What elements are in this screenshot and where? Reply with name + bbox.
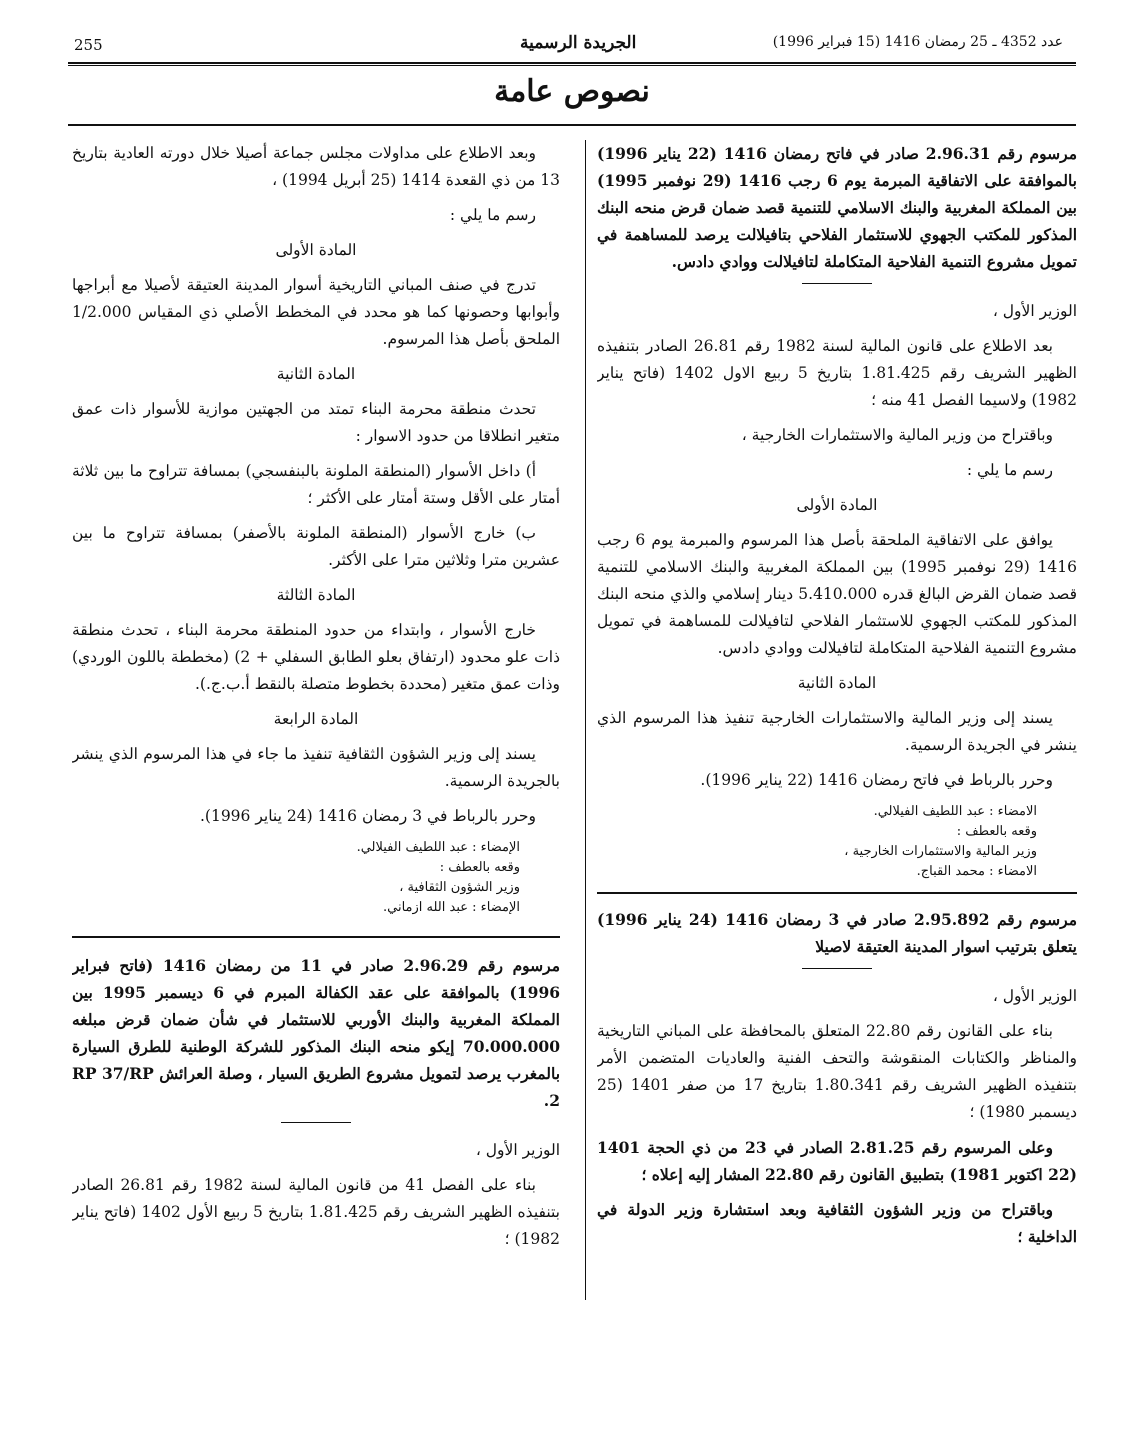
decree-1-heading: مرسوم رقم 2.96.31 صادر في فاتح رمضان 1416 (22 يناير 1996) بالموافقة على الاتفاقية المبرمة يوم 6 رجب 1416 (29 نوفمبر 1995) بين المملكة المغربية والبنك الاسلامي للتنمية قصد ضمان قرض منحه البنك المذكور للمكتب الجهوي للاستثمار الفلاحي بتافيلالت يرصد للمساهمة في تمويل مشروع التنمية الفلاحية المتكاملة لتافيلالت ووادي دادس. <box>597 144 1077 271</box>
decree-2-minister: وزير الشؤون الثقافية ، <box>399 880 520 895</box>
prime-minister-label: الوزير الأول ، <box>475 1141 560 1159</box>
decree-1-article-1: يوافق على الاتفاقية الملحقة بأصل هذا المرسوم والمبرمة يوم 6 رجب 1416 (29 نوفمبر 1995) بين المملكة المغربية والبنك الاسلامي للتنمية قصد ضمان القرض البالغ قدره 5.410.000 دينار إسلامي والذي منحه البنك المذكور للمكتب الجهوي للاستثمار الفلاحي لتافيلالت للمساهمة في تمويل مشروع التنمية الفلاحية المتكاملة لتافيلالت ووادي دادس. <box>597 531 1077 657</box>
decree-2-article-2-title: المادة الثانية <box>276 365 356 383</box>
prime-minister-label: الوزير الأول ، <box>992 302 1077 320</box>
decree-2-article-1-title: المادة الأولى <box>275 241 357 259</box>
header-rule-thin <box>68 65 1076 66</box>
decree-1-countersign: وقعه بالعطف : <box>956 824 1037 839</box>
left-column <box>72 140 560 1430</box>
decree-1-preamble-2: وباقتراح من وزير المالية والاستثمارات الخارجية ، <box>741 426 1053 444</box>
decree-2-article-2-a: أ) داخل الأسوار (المنطقة الملونة بالبنفسجي) بمسافة تتراوح ما بين ثلاثة أمتار على الأقل وستة أمتار على الأكثر ؛ <box>72 462 560 507</box>
short-divider <box>802 968 872 969</box>
decree-2-article-4-title: المادة الرابعة <box>273 710 359 728</box>
decree-1-article-2: يسند إلى وزير المالية والاستثمارات الخارجية تنفيذ هذا المرسوم الذي ينشر في الجريدة الرسمية. <box>597 709 1077 754</box>
decree-2-signature: الإمضاء : عبد اللطيف الفيلالي. <box>356 840 520 855</box>
decree-1-article-1-title: المادة الأولى <box>796 496 878 514</box>
decree-1-minister: وزير المالية والاستثمارات الخارجية ، <box>844 844 1037 859</box>
decree-2-countersign: وقعه بالعطف : <box>439 860 520 875</box>
short-divider <box>802 283 872 284</box>
issue-info: عدد 4352 ـ 25 رمضان 1416 (15 فبراير 1996) <box>772 34 1063 50</box>
decree-1-decrees: رسم ما يلي : <box>966 461 1053 479</box>
decree-2-preamble-4: وبعد الاطلاع على مداولات مجلس جماعة أصيلا خلال دورته العادية بتاريخ 13 من ذي القعدة 1414 (25 أبريل 1994) ، <box>72 144 560 189</box>
decree-1-done-at: وحرر بالرباط في فاتح رمضان 1416 (22 يناير 1996). <box>700 771 1053 789</box>
decree-1-minister-signature: الامضاء : محمد القباج. <box>916 864 1037 879</box>
decree-2-article-2-b: ب) خارج الأسوار (المنطقة الملونة بالأصفر) بمسافة تتراوح ما بين عشرين مترا وثلاثين مترا على الأكثر. <box>72 524 560 569</box>
decree-2-decrees: رسم ما يلي : <box>449 206 536 224</box>
decree-1-preamble-1: بعد الاطلاع على قانون المالية لسنة 1982 رقم 26.81 الصادر بتنفيذه الظهير الشريف رقم 1.81.425 بتاريخ 5 ربيع الاول 1402 (فاتح يناير 1982) ولاسيما الفصل 41 منه ؛ <box>597 337 1077 409</box>
title-rule <box>68 124 1076 126</box>
column-divider <box>585 140 586 1300</box>
header-rule <box>68 62 1076 64</box>
decree-2-article-1: تدرج في صنف المباني التاريخية أسوار المدينة العتيقة لأصيلا مع أبراجها وأبوابها وحصونها كما هو محدد في المخطط الأصلي ذي المقياس 1/2.000 الملحق بأصل هذا المرسوم. <box>72 276 560 348</box>
decree-separator <box>597 892 1077 894</box>
decree-separator <box>72 936 560 938</box>
prime-minister-label: الوزير الأول ، <box>992 987 1077 1005</box>
decree-2-done-at: وحرر بالرباط في 3 رمضان 1416 (24 يناير 1996). <box>199 807 536 825</box>
short-divider <box>281 1122 351 1123</box>
decree-2-preamble-3: وباقتراح من وزير الشؤون الثقافية وبعد استشارة وزير الدولة في الداخلية ؛ <box>597 1200 1077 1246</box>
decree-1-signature: الامضاء : عبد اللطيف الفيلالي. <box>873 804 1037 819</box>
newspaper-name: الجريدة الرسمية <box>520 33 637 53</box>
page-number: 255 <box>74 36 103 54</box>
decree-3-preamble-1: بناء على الفصل 41 من قانون المالية لسنة 1982 رقم 26.81 الصادر بتنفيذه الظهير الشريف رقم 1.81.425 بتاريخ 5 ربيع الأول 1402 (فاتح يناير 1982) ؛ <box>72 1176 560 1248</box>
decree-2-article-4: يسند إلى وزير الشؤون الثقافية تنفيذ ما جاء في هذا المرسوم الذي ينشر بالجريدة الرسمية. <box>72 745 560 790</box>
decree-2-heading: مرسوم رقم 2.95.892 صادر في 3 رمضان 1416 (24 يناير 1996) يتعلق بترتيب اسوار المدينة العتيقة لاصيلا <box>597 910 1077 956</box>
decree-2-article-3-title: المادة الثالثة <box>276 586 356 604</box>
section-title: نصوص عامة <box>494 74 650 109</box>
decree-2-preamble-1: بناء على القانون رقم 22.80 المتعلق بالمحافظة على المباني التاريخية والمناظر والكتابات المنقوشة والتحف الفنية والعاديات المتضمن الأمر بتنفيذه الظهير الشريف رقم 1.80.341 بتاريخ 17 من صفر 1401 (25 ديسمبر 1980) ؛ <box>597 1022 1077 1121</box>
decree-1-article-2-title: المادة الثانية <box>797 674 877 692</box>
decree-2-minister-signature: الإمضاء : عبد الله ازماني. <box>383 900 520 915</box>
decree-3-heading: مرسوم رقم 2.96.29 صادر في 11 من رمضان 1416 (فاتح فبراير 1996) بالموافقة على عقد الكفالة المبرم في 6 ديسمبر 1995 بين المملكة المغربية والبنك الأوربي للاستثمار في شأن ضمان قرض مبلغه 70.000.000 إيكو منحه البنك المذكور للشركة الوطنية للطرق السيارة بالمغرب يرصد لتمويل مشروع الطريق السيار ، وصلة العرائش RP 37/RP 2. <box>72 956 560 1110</box>
decree-2-article-3: خارج الأسوار ، وابتداء من حدود المنطقة محرمة البناء ، تحدث منطقة ذات علو محدود (ارتفاق بعلو الطابق السفلي + 2) (مخططة باللون الوردي) وذات عمق متغير (محددة بخطوط متصلة بالنقط أ.ب.ج.). <box>72 621 560 693</box>
decree-2-article-2: تحدث منطقة محرمة البناء تمتد من الجهتين موازية للأسوار ذات عمق متغير انطلاقا من حدود الاسوار : <box>72 400 560 445</box>
decree-2-preamble-2: وعلى المرسوم رقم 2.81.25 الصادر في 23 من ذي الحجة 1401 (22 اكتوبر 1981) بتطبيق القانون رقم 22.80 المشار إليه إعلاه ؛ <box>597 1138 1077 1184</box>
right-column <box>597 140 1077 1430</box>
